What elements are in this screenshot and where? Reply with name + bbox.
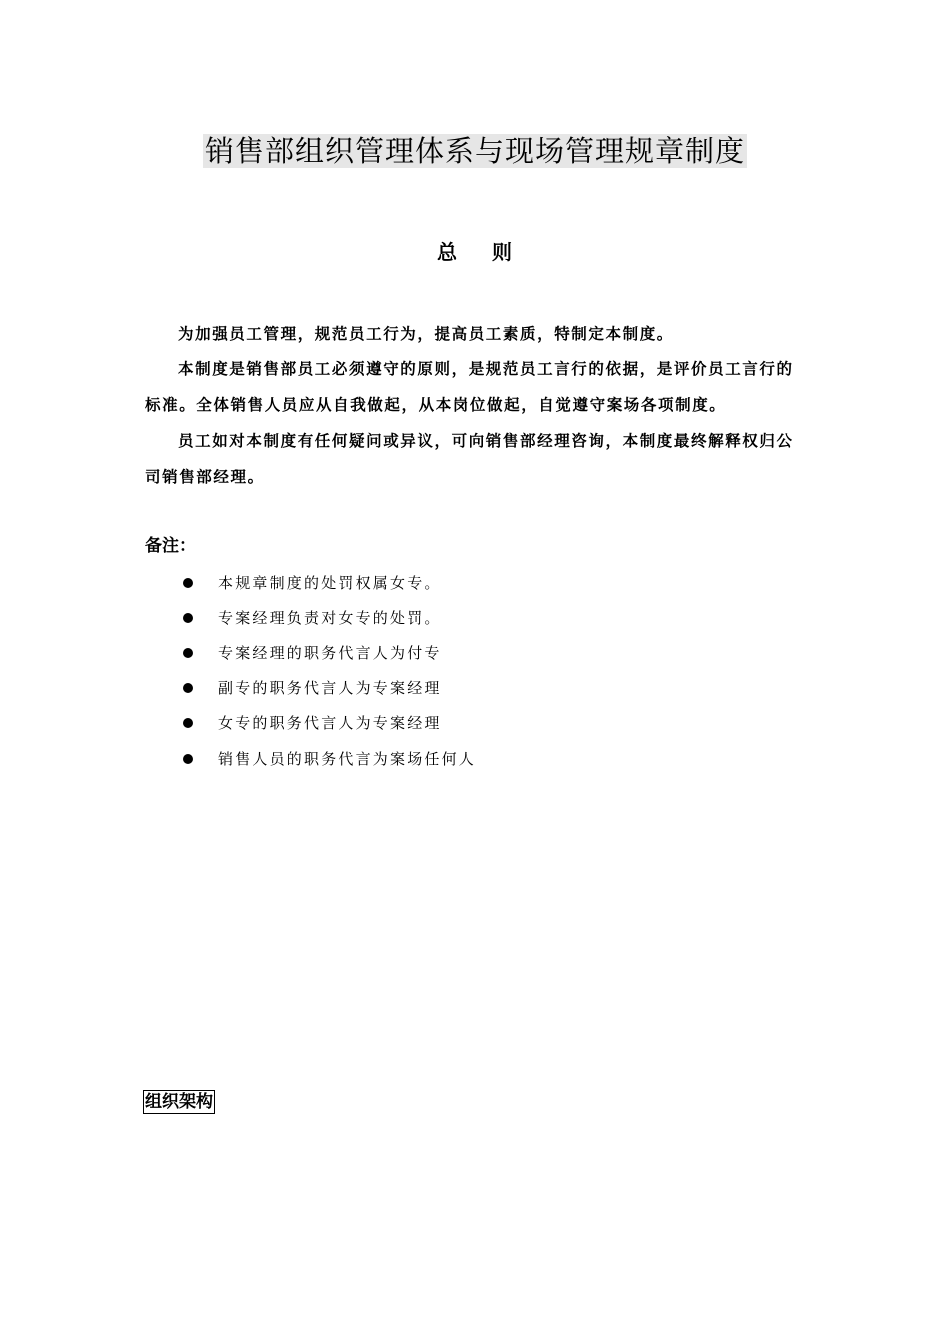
remarks-list xyxy=(183,565,476,776)
remark-text: 副专的职务代言人为专案经理 xyxy=(218,679,442,698)
bullet-icon xyxy=(183,718,193,728)
section-heading-char-1: 总 xyxy=(437,240,458,264)
bullet-icon xyxy=(183,648,193,658)
list-item xyxy=(183,635,476,670)
list-item xyxy=(183,671,476,706)
remark-text: 专案经理的职务代言人为付专 xyxy=(218,643,442,662)
bullet-icon xyxy=(183,754,193,764)
bullet-icon xyxy=(183,683,193,693)
remark-text: 专案经理负责对女专的处罚。 xyxy=(218,608,442,627)
section-heading-general xyxy=(0,238,950,266)
document-title xyxy=(0,132,950,170)
org-structure-heading: 组织架构 xyxy=(145,1092,213,1112)
paragraph-interpretation: 员工如对本制度有任何疑问或异议，可向销售部经理咨询，本制度最终解释权归公司销售部经理。 xyxy=(145,432,794,486)
list-item xyxy=(183,706,476,741)
remark-text: 本规章制度的处罚权属女专。 xyxy=(218,573,442,592)
remark-text: 销售人员的职务代言为案场任何人 xyxy=(218,749,477,768)
paragraph-principle: 本制度是销售部员工必须遵守的原则，是规范员工言行的依据，是评价员工言行的标准。全体销售人员应从自我做起，从本岗位做起，自觉遵守案场各项制度。 xyxy=(145,360,794,414)
bullet-icon xyxy=(183,578,193,588)
section-heading-char-2: 则 xyxy=(492,240,513,264)
document-title-text: 销售部组织管理体系与现场管理规章制度 xyxy=(204,134,745,168)
remark-text: 女专的职务代言人为专案经理 xyxy=(218,714,442,733)
remarks-label: 备注： xyxy=(145,536,196,556)
list-item xyxy=(183,600,476,635)
paragraph-purpose: 为加强员工管理，规范员工行为，提高员工素质，特制定本制度。 xyxy=(178,325,674,343)
list-item xyxy=(183,565,476,600)
list-item xyxy=(183,741,476,776)
bullet-icon xyxy=(183,613,193,623)
